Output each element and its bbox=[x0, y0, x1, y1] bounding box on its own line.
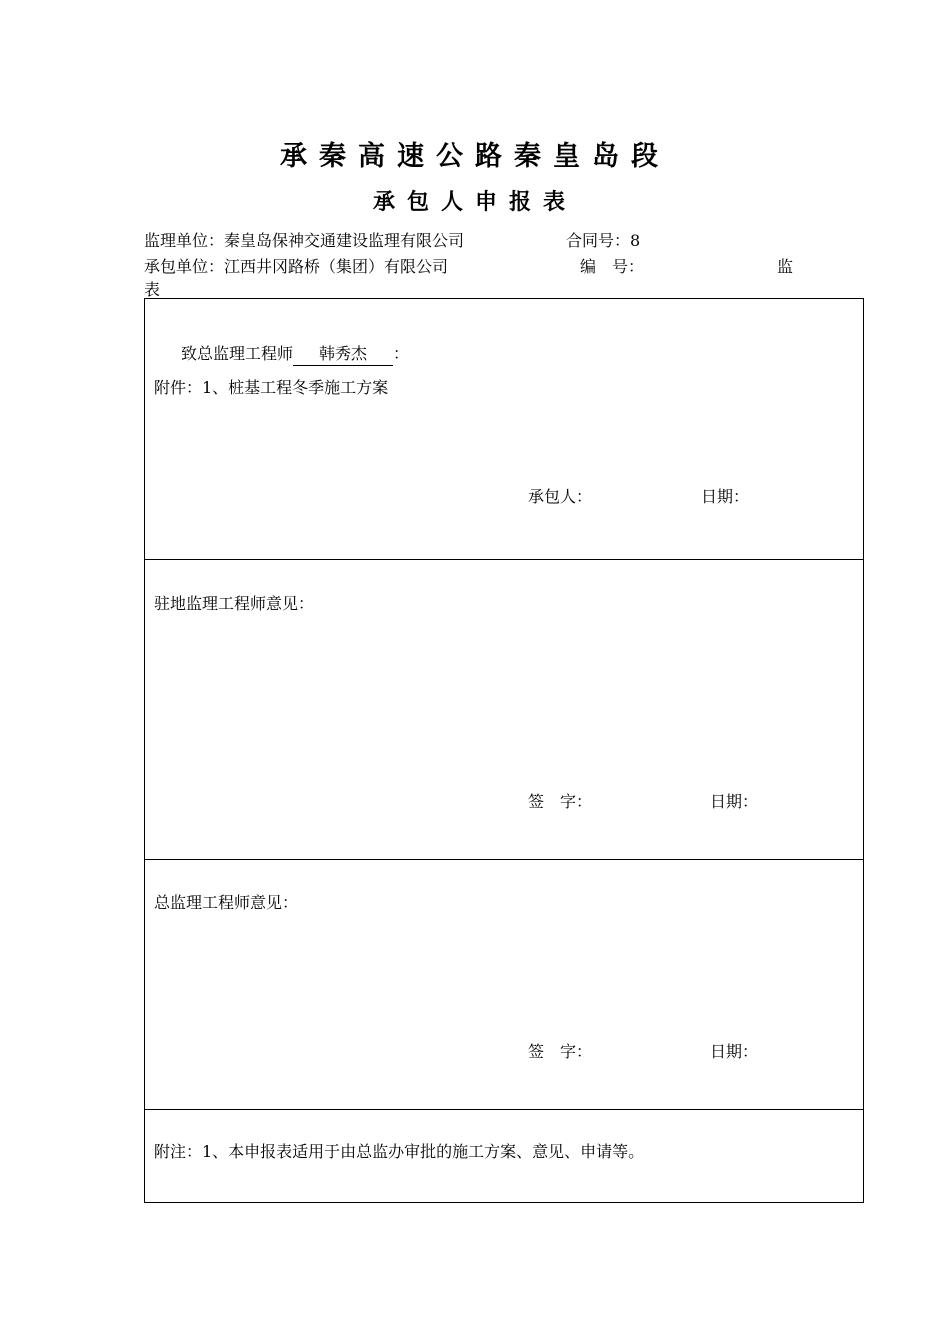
attachment-line: 附件：1、桩基工程冬季施工方案 bbox=[154, 378, 389, 397]
form-title: 承包人申报表 bbox=[372, 190, 577, 215]
contract-number: 合同号：8 bbox=[566, 231, 641, 250]
contractor-unit: 承包单位：江西井冈路桥（集团）有限公司 bbox=[144, 257, 449, 276]
chief-engineer-name: 韩秀杰 bbox=[293, 341, 393, 366]
chief-engineer-section bbox=[144, 859, 864, 1110]
contractor-date-label: 日期： bbox=[701, 487, 750, 506]
note-section bbox=[144, 1109, 864, 1203]
chief-date-label: 日期： bbox=[710, 1042, 759, 1061]
chief-engineer-opinion-heading: 总监理工程师意见： bbox=[154, 893, 299, 912]
addressee-suffix: ： bbox=[393, 344, 410, 363]
resident-date-label: 日期： bbox=[710, 792, 759, 811]
addressee-line bbox=[181, 341, 409, 366]
addressee-prefix: 致总监理工程师 bbox=[181, 344, 294, 363]
form-code-part1: 监 bbox=[777, 257, 794, 276]
serial-number-label: 编 号： bbox=[580, 257, 645, 276]
supervisor-unit: 监理单位：秦皇岛保神交通建设监理有限公司 bbox=[144, 231, 465, 250]
form-code-part2: 表 bbox=[144, 280, 161, 299]
resident-engineer-section bbox=[144, 559, 864, 860]
resident-sign-label: 签 字： bbox=[528, 792, 593, 811]
contractor-signature-label: 承包人： bbox=[528, 487, 593, 506]
document-title: 承秦高速公路秦皇岛段 bbox=[280, 141, 670, 172]
application-section bbox=[144, 298, 864, 560]
resident-engineer-opinion-heading: 驻地监理工程师意见： bbox=[154, 594, 315, 613]
chief-sign-label: 签 字： bbox=[528, 1042, 593, 1061]
footnote: 附注：1、本申报表适用于由总监办审批的施工方案、意见、申请等。 bbox=[154, 1142, 645, 1161]
